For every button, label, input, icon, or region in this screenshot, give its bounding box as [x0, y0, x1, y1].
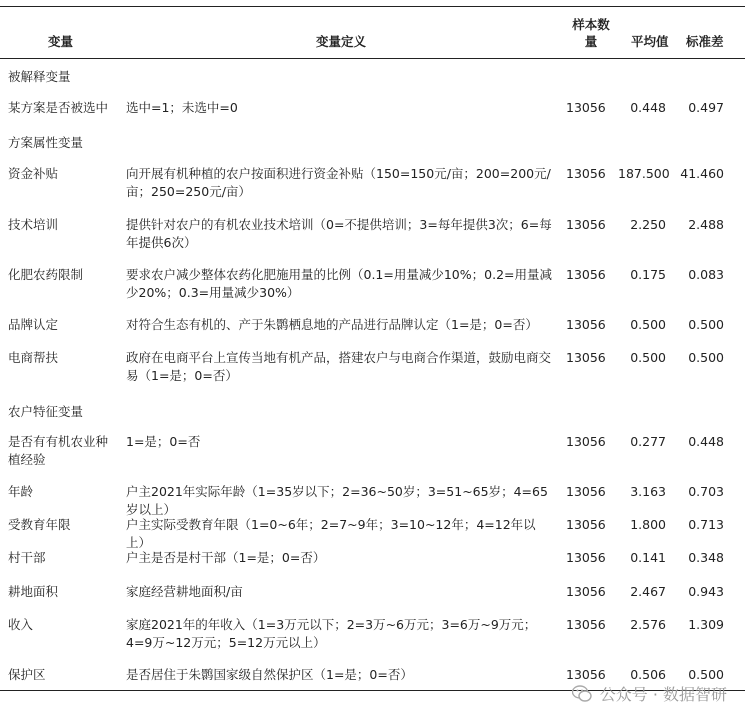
cell-sd: 1.309 — [688, 617, 724, 632]
cell-sd: 0.500 — [688, 317, 724, 332]
cell-variable: 某方案是否被选中 — [8, 100, 109, 115]
cell-sample-size: 13056 — [566, 217, 606, 232]
cell-mean: 0.448 — [630, 100, 666, 115]
cell-sample-size: 13056 — [566, 517, 606, 532]
cell-sample-size: 13056 — [566, 584, 606, 599]
cell-variable: 电商帮扶 — [8, 350, 59, 365]
cell-sd: 2.488 — [688, 217, 724, 232]
header-sd: 标准差 — [686, 34, 724, 49]
cell-mean: 187.500 — [618, 166, 670, 181]
watermark-text: 公众号 · 数据智研 — [599, 685, 727, 704]
cell-sd: 0.500 — [688, 667, 724, 682]
cell-mean: 2.250 — [630, 217, 666, 232]
cell-mean: 0.175 — [630, 267, 666, 282]
cell-mean: 0.500 — [630, 317, 666, 332]
cell-sd: 0.500 — [688, 350, 724, 365]
cell-sample-size: 13056 — [566, 617, 606, 632]
cell-definition: 是否居住于朱鹮国家级自然保护区（1=是；0=否） — [126, 667, 413, 682]
cell-variable: 耕地面积 — [8, 584, 59, 599]
cell-sample-size: 13056 — [566, 434, 606, 449]
cell-mean: 0.506 — [630, 667, 666, 682]
header-definition: 变量定义 — [316, 34, 367, 49]
cell-variable: 是否有有机农业种植经验 — [8, 434, 109, 467]
cell-definition: 政府在电商平台上宣传当地有机产品，搭建农户与电商合作渠道，鼓励电商交易（1=是；0=否） — [126, 350, 552, 383]
cell-sd: 0.448 — [688, 434, 724, 449]
header-variable: 变量 — [48, 34, 74, 49]
cell-sample-size: 13056 — [566, 166, 606, 181]
cell-variable: 品牌认定 — [8, 317, 59, 332]
section-attributes: 方案属性变量 — [8, 135, 84, 150]
cell-sd: 0.083 — [688, 267, 724, 282]
cell-definition: 提供针对农户的有机农业技术培训（0=不提供培训；3=每年提供3次；6=每年提供6次） — [126, 217, 552, 250]
cell-sd: 0.943 — [688, 584, 724, 599]
cell-variable: 村干部 — [8, 550, 46, 565]
header-sample-size — [570, 16, 612, 50]
header-mean: 平均值 — [631, 34, 669, 49]
cell-definition: 对符合生态有机的、产于朱鹮栖息地的产品进行品牌认定（1=是；0=否） — [126, 317, 538, 332]
cell-mean: 3.163 — [630, 484, 666, 499]
cell-sample-size: 13056 — [566, 317, 606, 332]
cell-variable: 收入 — [8, 617, 34, 632]
cell-sample-size: 13056 — [566, 267, 606, 282]
wechat-logo-icon — [572, 685, 592, 703]
cell-mean: 0.500 — [630, 350, 666, 365]
cell-variable: 技术培训 — [8, 217, 59, 232]
cell-definition: 选中=1；未选中=0 — [126, 100, 238, 115]
top-rule — [0, 6, 745, 7]
cell-definition: 向开展有机种植的农户按面积进行资金补贴（150=150元/亩；200=200元/亩；250=250元/亩） — [126, 166, 551, 199]
cell-mean: 0.277 — [630, 434, 666, 449]
cell-sd: 41.460 — [680, 166, 724, 181]
cell-definition: 1=是；0=否 — [126, 434, 201, 449]
cell-sd: 0.703 — [688, 484, 724, 499]
cell-variable: 保护区 — [8, 667, 46, 682]
cell-sample-size: 13056 — [566, 350, 606, 365]
cell-definition: 家庭2021年的年收入（1=3万元以下；2=3万~6万元；3=6万~9万元；4=9万~12万元；5=12万元以上） — [126, 617, 537, 650]
header-sample-size-line2: 量 — [584, 34, 598, 49]
cell-sample-size: 13056 — [566, 484, 606, 499]
cell-sample-size: 13056 — [566, 667, 606, 682]
section-farmer: 农户特征变量 — [8, 404, 84, 419]
cell-mean: 2.576 — [630, 617, 666, 632]
cell-mean: 2.467 — [630, 584, 666, 599]
section-dependent: 被解释变量 — [8, 69, 71, 84]
cell-sample-size: 13056 — [566, 100, 606, 115]
cell-sd: 0.497 — [688, 100, 724, 115]
cell-variable: 资金补贴 — [8, 166, 59, 181]
cell-variable: 受教育年限 — [8, 517, 71, 532]
watermark — [572, 682, 727, 705]
cell-sd: 0.348 — [688, 550, 724, 565]
cell-definition: 户主2021年实际年龄（1=35岁以下；2=36~50岁；3=51~65岁；4=65岁以上） — [126, 484, 548, 517]
cell-variable: 年龄 — [8, 484, 34, 499]
cell-mean: 1.800 — [630, 517, 666, 532]
cell-sample-size: 13056 — [566, 550, 606, 565]
cell-definition: 要求农户减少整体农药化肥施用量的比例（0.1=用量减少10%；0.2=用量减少20%；0.3=用量减少30%） — [126, 267, 552, 300]
cell-definition: 家庭经营耕地面积/亩 — [126, 584, 243, 599]
cell-definition: 户主是否是村干部（1=是；0=否） — [126, 550, 326, 565]
cell-variable: 化肥农药限制 — [8, 267, 84, 282]
cell-definition: 户主实际受教育年限（1=0~6年；2=7~9年；3=10~12年；4=12年以上） — [126, 517, 536, 550]
header-rule — [0, 58, 745, 59]
header-sample-size-line1: 样本数 — [572, 17, 610, 32]
cell-sd: 0.713 — [688, 517, 724, 532]
cell-mean: 0.141 — [630, 550, 666, 565]
